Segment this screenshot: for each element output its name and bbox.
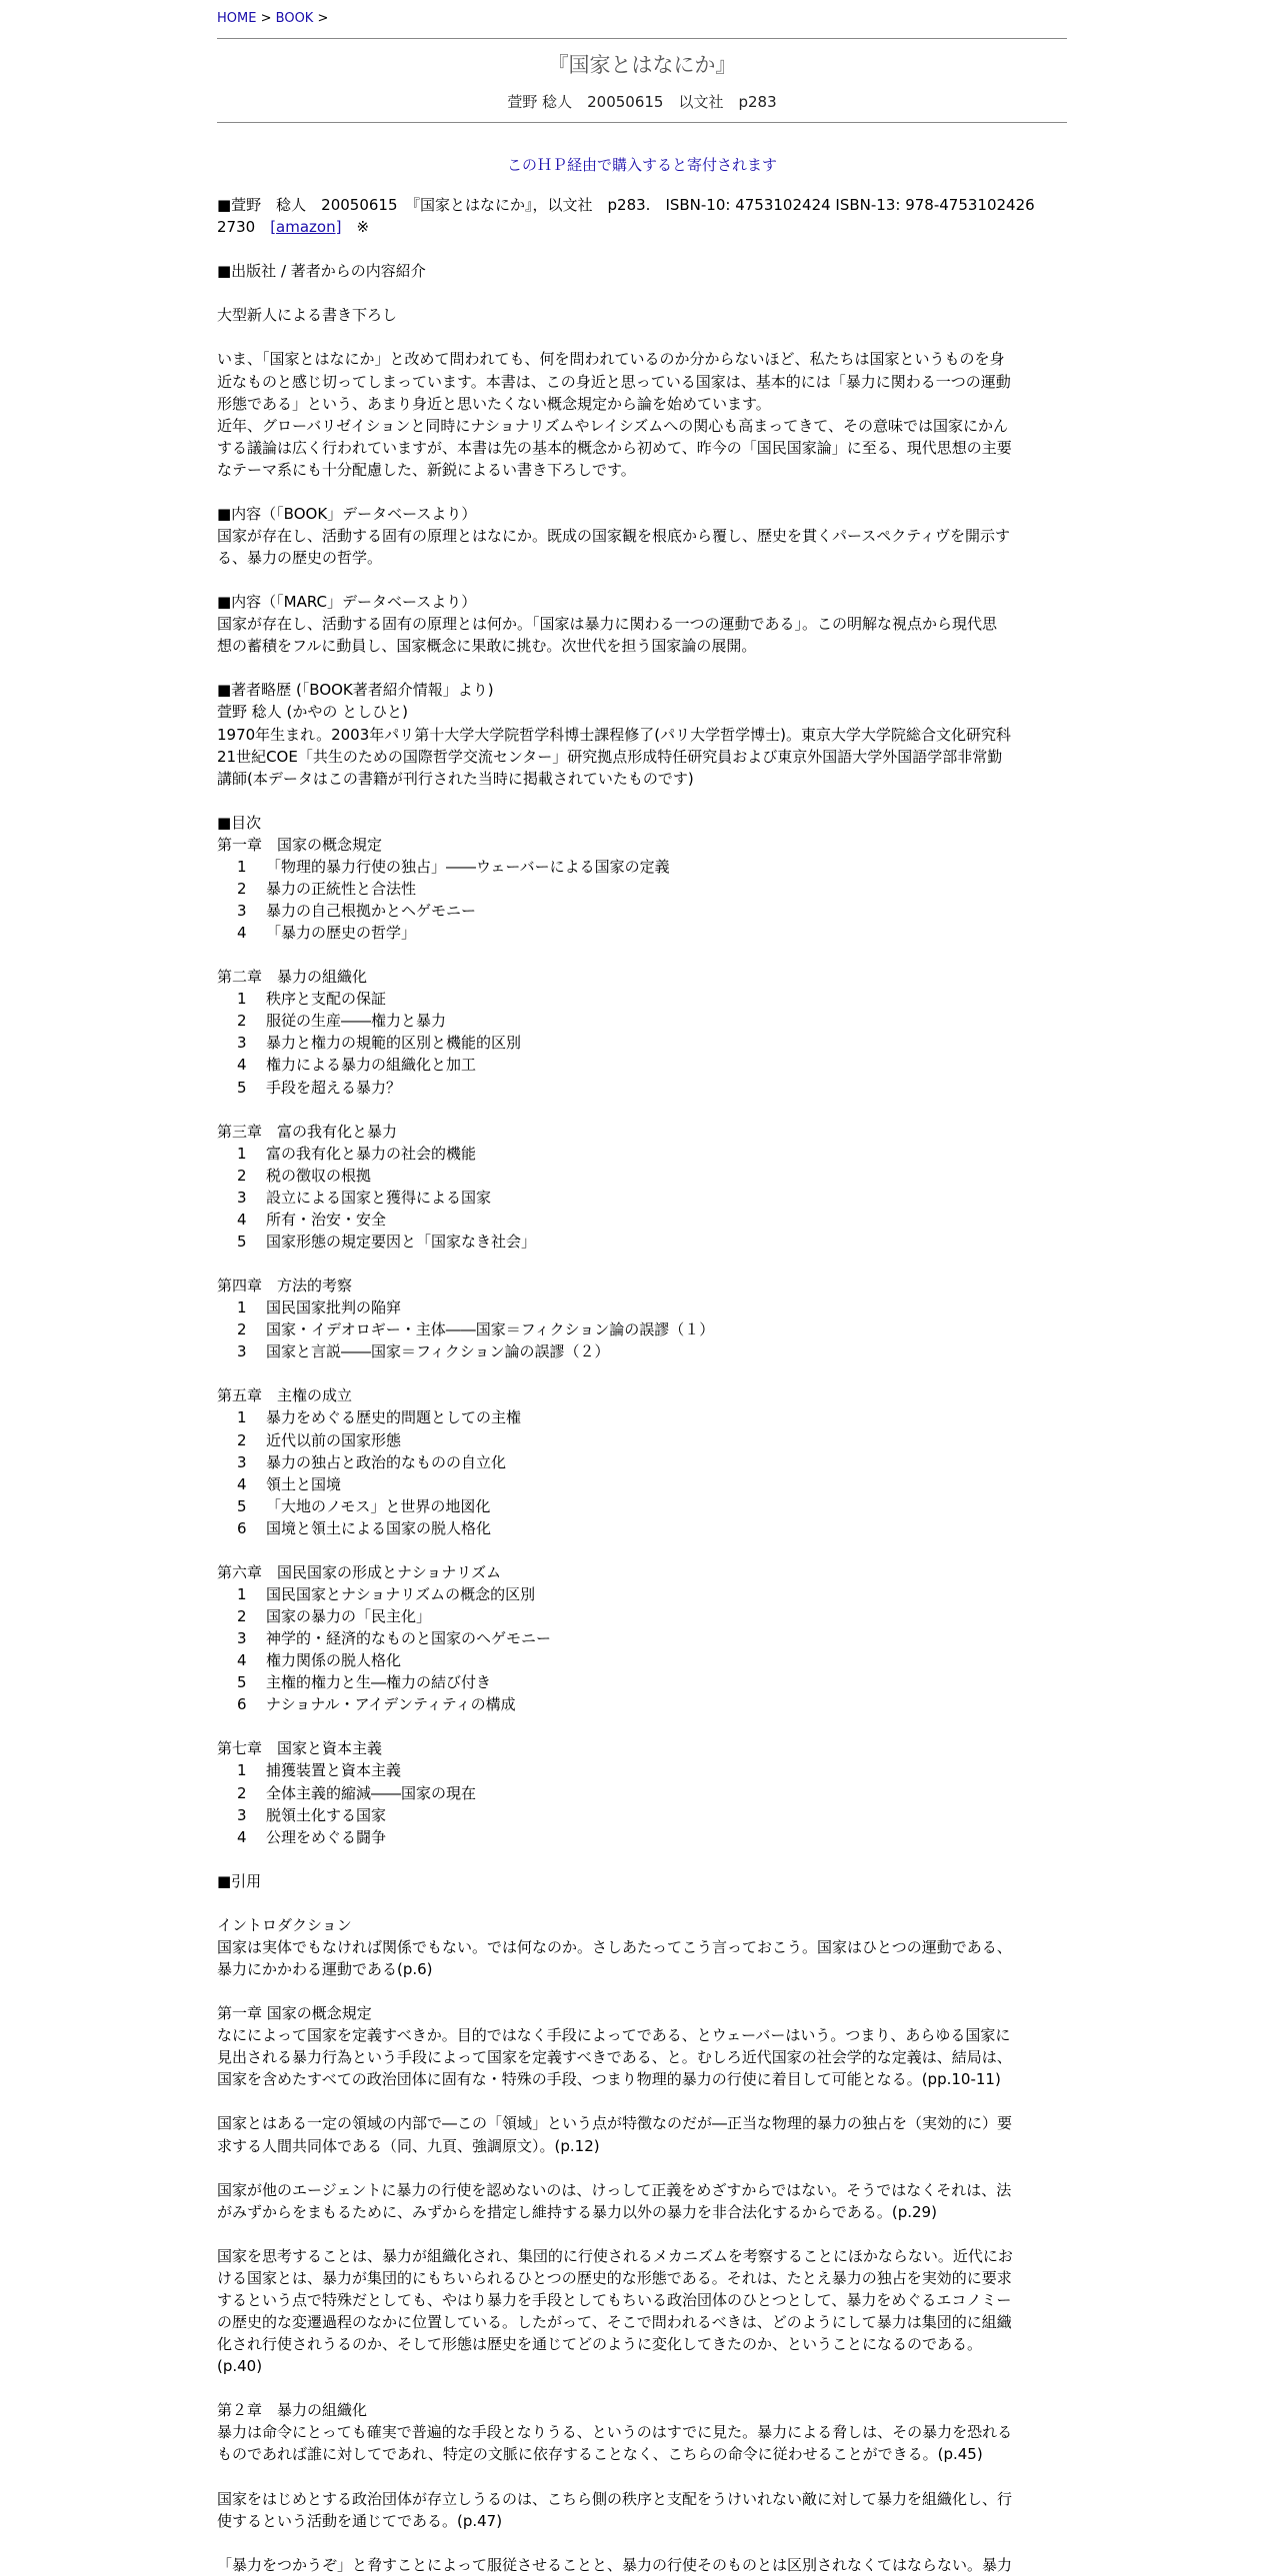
toc-item-number: 2	[237, 879, 247, 898]
toc-item	[217, 1318, 1067, 1340]
toc-item-number: 4	[237, 1056, 247, 1075]
toc-item	[217, 1782, 1067, 1804]
toc-item-number: 3	[237, 902, 247, 920]
toc-item-number: 1	[237, 1298, 247, 1317]
toc-item-title: 暴力の正統性と合法性	[266, 879, 417, 898]
quote-line: 国家が他のエージェントに暴力の行使を認めないのは、けっして正義をめざすからではない。そうではなくそれは、法	[217, 2180, 1012, 2199]
toc-chapter: 第三章 富の我有化と暴力	[217, 1122, 398, 1141]
breadcrumb-home-link[interactable]: HOME	[217, 11, 257, 26]
toc-item-number: 2	[237, 1012, 247, 1031]
bibliography-note: ※	[341, 218, 370, 237]
toc-item-number: 3	[237, 1034, 247, 1053]
toc-item-number: 1	[237, 1144, 247, 1163]
toc-item-title: 国民国家とナショナリズムの概念的区別	[266, 1584, 536, 1603]
toc-item-number: 5	[237, 1232, 247, 1251]
toc-item-number: 4	[237, 1210, 247, 1229]
toc-item-title: 権力関係の脱人格化	[266, 1651, 402, 1670]
toc-item-title: 脱領土化する国家	[266, 1805, 387, 1824]
top-divider	[217, 38, 1067, 39]
spacer	[217, 2465, 1067, 2487]
spacer	[217, 238, 1067, 260]
quote-line: 国家をはじめとする政治団体が存立しうるのは、こちら側の秩序と支配をうけいれない敵に対して暴力を組織化し、行	[217, 2489, 1013, 2508]
toc-item-number: 6	[237, 1695, 247, 1714]
spacer	[217, 944, 1067, 966]
spacer	[217, 569, 1067, 591]
header-divider	[217, 122, 1067, 123]
toc-item	[217, 1495, 1067, 1517]
quote-line: 国家は実体でもなければ関係でもない。では何なのか。さしあたってこう言っておこう。国家はひとつの運動である、	[217, 1937, 1012, 1956]
spacer	[217, 2223, 1067, 2245]
toc-chapter: 第六章 国民国家の形成とナショナリズム	[217, 1562, 502, 1581]
quote-heading: ■引用	[217, 1871, 262, 1890]
toc-item-title: 全体主義的縮減――国家の現在	[266, 1783, 477, 1802]
toc-item	[217, 900, 1067, 922]
quote-line: ものであれば誰に対してであれ、特定の文脈に依存することなく、こちらの命令に従わせることができる。(p.45)	[217, 2445, 983, 2464]
quote-line: 国家とはある一定の領域の内部で―この「領域」という点が特徴なのだが―正当な物理的暴力の独占を（実効的に）要	[217, 2114, 1013, 2133]
quote-line: 「暴力をつかうぞ」と脅すことによって服従させることと、暴力の行使そのものとは区別されなくてはならない。暴力	[217, 2555, 1013, 2574]
page-subtitle: 萱野 稔人 20050615 以文社 p283	[507, 93, 777, 111]
toc-item	[217, 1671, 1067, 1693]
toc-item-number: 3	[237, 1452, 247, 1471]
toc-item	[217, 1032, 1067, 1054]
toc-item-title: 「物理的暴力行使の独占」――ウェーバーによる国家の定義	[266, 857, 670, 876]
spacer	[217, 1892, 1067, 1914]
toc-item	[217, 1165, 1067, 1187]
toc-item-title: 所有・治安・安全	[266, 1210, 387, 1229]
toc-item-number: 4	[237, 924, 247, 943]
quote-line: なにによって国家を定義すべきか。目的ではなく手段によってである、とウェーバーはいう。つまり、あらゆる国家に	[217, 2026, 1011, 2045]
toc-item-number: 5	[237, 1078, 247, 1097]
toc-item-title: 設立による国家と獲得による国家	[266, 1188, 492, 1207]
quote-line: ける国家とは、暴力が集団的にもちいられるひとつの歴史的な形態である。それは、たとえ暴力の独占を実効的に要求	[217, 2268, 1012, 2287]
toc-item-number: 4	[237, 1474, 247, 1493]
section-heading: ■内容（「MARC」データベースより）	[217, 593, 477, 612]
toc-item-number: 2	[237, 1166, 247, 1185]
spacer	[217, 2157, 1067, 2179]
toc-item-title: 領土と国境	[266, 1474, 342, 1493]
toc-item	[217, 856, 1067, 878]
toc-item	[217, 1143, 1067, 1165]
quote-line: するという点で特殊だとしても、やはり暴力を手段としてもちいる政治団体のひとつとして、暴力をめぐるエコノミー	[217, 2290, 1012, 2309]
toc-item-title: 国家・イデオロギー・主体――国家＝フィクション論の誤謬（１）	[266, 1320, 715, 1339]
toc-item-number: 4	[237, 1651, 247, 1670]
bibliography	[217, 194, 1067, 238]
toc-item	[217, 1406, 1067, 1428]
toc-item	[217, 1010, 1067, 1032]
toc-chapter: 第七章 国家と資本主義	[217, 1739, 383, 1758]
toc-item	[217, 1759, 1067, 1781]
quote-line: がみずからをまもるために、みずからを措定し維持する暴力以外の暴力を非合法化するからである。(p.29)	[217, 2202, 937, 2221]
toc-item-title: 国家と言説――国家＝フィクション論の誤謬（２）	[266, 1342, 610, 1361]
spacer	[217, 790, 1067, 812]
paragraph-line: 国家が存在し、活動する固有の原理とはなにか。既成の国家観を根底から覆し、歴史を貫くパースペクティヴを開示す	[217, 526, 1011, 545]
bibliography-text: ■萱野 稔人 20050615 『国家とはなにか』，以文社 p283. ISBN-10: 4753102424 ISBN-13: 978-4753102426 2730	[217, 196, 1035, 237]
breadcrumb	[217, 7, 1067, 31]
amazon-link[interactable]: [amazon]	[270, 218, 342, 237]
toc-item-title: 暴力の自己根拠かとヘゲモニー	[266, 902, 477, 920]
toc-item-title: 暴力の独占と政治的なものの自立化	[266, 1452, 507, 1471]
toc-item	[217, 1187, 1067, 1209]
toc-item-title: 暴力をめぐる歴史的問題としての主権	[266, 1408, 522, 1427]
quote-line: の歴史的な変遷過程のなかに位置している。したがって、そこで問われるべきは、どのようにして暴力は集団的に組織	[217, 2313, 1012, 2331]
paragraph-line: 国家が存在し、活動する固有の原理とは何か。「国家は暴力に関わる一つの運動である」。この明解な視点から現代思	[217, 615, 998, 634]
section-heading: ■内容（「BOOK」データベースより）	[217, 504, 477, 523]
quote-line: 使するという活動を通じてである。(p.47)	[217, 2511, 503, 2530]
toc-item-number: 1	[237, 857, 247, 876]
spacer	[217, 1980, 1067, 2002]
toc-item-title: 「大地のノモス」と世界の地図化	[266, 1496, 491, 1515]
toc-item-title: 秩序と支配の保証	[266, 990, 387, 1009]
spacer	[217, 282, 1067, 304]
section-heading: ■出版社 / 著者からの内容紹介	[217, 262, 426, 281]
paragraph-line: 講師(本データはこの書籍が刊行された当時に掲載されていたものです)	[217, 769, 694, 788]
toc-chapter: 第五章 主権の成立	[217, 1386, 353, 1405]
toc-item-title: 手段を超える暴力？	[266, 1078, 402, 1097]
toc-item	[217, 1296, 1067, 1318]
spacer	[217, 2090, 1067, 2112]
page-title: 『国家とはなにか』	[547, 53, 737, 77]
toc-item	[217, 1517, 1067, 1539]
spacer	[217, 2377, 1067, 2399]
breadcrumb-separator: >	[260, 11, 272, 26]
spacer	[217, 1715, 1067, 1737]
toc-item-title: 神学的・経済的なものと国家のヘゲモニー	[266, 1629, 552, 1648]
paragraph-line: 近なものと感じ切ってしまっています。本書は、この身近と思っている国家は、基本的には「暴力に関わる一つの運動	[217, 372, 1011, 391]
spacer	[217, 657, 1067, 679]
quote-line: イントロダクション	[217, 1915, 352, 1934]
toc-item-title: 国家の暴力の「民主化」	[266, 1607, 432, 1625]
toc-item-number: 5	[237, 1496, 247, 1515]
toc-item-number: 1	[237, 990, 247, 1009]
toc-item-number: 2	[237, 1320, 247, 1339]
paragraph-line: 萱野 稔人 (かやの としひと)	[217, 703, 409, 722]
breadcrumb-separator: >	[317, 11, 329, 26]
donation-link[interactable]: このＨＰ経由で購入すると寄付されます	[506, 156, 777, 174]
toc-item-title: 近代以前の国家形態	[266, 1430, 402, 1449]
toc-item	[217, 1583, 1067, 1605]
paragraph-line: 形態である」という、あまり身近と思いたくない概念規定から論を始めています。	[217, 394, 771, 413]
toc-item-number: 1	[237, 1584, 247, 1603]
quote-line: 第一章 国家の概念規定	[217, 2004, 372, 2023]
toc-item-title: 暴力と権力の規範的区別と機能的区別	[266, 1034, 522, 1053]
toc-item	[217, 922, 1067, 944]
toc-item	[217, 1209, 1067, 1231]
toc-chapter: 第二章 暴力の組織化	[217, 968, 368, 987]
quote-line: 第２章 暴力の組織化	[217, 2401, 368, 2420]
toc-item	[217, 1231, 1067, 1253]
spacer	[217, 1539, 1067, 1561]
toc-item-number: 3	[237, 1188, 247, 1207]
toc-item	[217, 1605, 1067, 1627]
toc-item	[217, 1649, 1067, 1671]
toc-item-title: 捕獲装置と資本主義	[266, 1761, 402, 1780]
toc-item-number: 1	[237, 1761, 247, 1780]
spacer	[217, 1253, 1067, 1275]
toc-item	[217, 1804, 1067, 1826]
toc-item-title: 主権的権力と生―権力の結び付き	[266, 1673, 492, 1692]
paragraph-line: る、暴力の歴史の哲学。	[217, 549, 383, 567]
toc-item	[217, 1473, 1067, 1495]
toc-item-title: 権力による暴力の組織化と加工	[266, 1056, 477, 1075]
quote-line: 国家を含めたすべての政治団体に固有な・特殊の手段、つまり物理的暴力の行使に着目して可能となる。(pp.10-11)	[217, 2070, 1001, 2089]
quote-line: 暴力にかかわる運動である(p.6)	[217, 1960, 433, 1978]
toc-item-title: 服従の生産――権力と暴力	[266, 1012, 447, 1031]
toc-item-number: 2	[237, 1607, 247, 1625]
toc-item-title: 公理をめぐる闘争	[266, 1827, 387, 1846]
quote-line: 化され行使されうるのか、そして形態は歴史を通じてどのように変化してきたのか、ということになるのである。	[217, 2335, 983, 2354]
toc-item	[217, 1451, 1067, 1473]
toc-item-number: 1	[237, 1408, 247, 1427]
toc-item	[217, 1826, 1067, 1848]
toc-item-number: 2	[237, 1430, 247, 1449]
toc-item-number: 4	[237, 1827, 247, 1846]
toc-item-number: 6	[237, 1518, 247, 1537]
toc-item	[217, 878, 1067, 900]
breadcrumb-book-link[interactable]: BOOK	[275, 11, 314, 26]
spacer	[217, 1099, 1067, 1121]
toc-chapter: 第四章 方法的考察	[217, 1277, 353, 1295]
toc-item-number: 3	[237, 1805, 247, 1824]
toc-item-title: 国境と領土による国家の脱人格化	[266, 1518, 492, 1537]
toc-item-number: 3	[237, 1342, 247, 1361]
toc-item-title: 税の徴収の根拠	[266, 1166, 372, 1185]
quote-line: 国家を思考することは、暴力が組織化され、集団的に行使されるメカニズムを考察することにほかならない。近代にお	[217, 2246, 1013, 2265]
toc-item	[217, 1429, 1067, 1451]
toc-item-title: 「暴力の歴史の哲学」	[266, 924, 417, 943]
section-heading: ■著者略歴 (「BOOK著者紹介情報」より)	[217, 681, 494, 700]
paragraph-line: 21世紀COE「共生のための国際哲学交流センター」研究拠点形成特任研究員および東京外国語大学外国語学部非常勤	[217, 747, 1003, 766]
paragraph-line: なテーマ系にも十分配慮した、新鋭によるい書き下ろしです。	[217, 460, 636, 479]
spacer	[217, 1848, 1067, 1870]
paragraph-line: いま、「国家とはなにか」と改めて問われても、何を問われているのか分からないほど、私たちは国家というものを身	[217, 350, 1005, 369]
toc-item-title: 富の我有化と暴力の社会的機能	[266, 1144, 477, 1163]
paragraph-line: 大型新人による書き下ろし	[217, 306, 398, 325]
quote-line: 暴力は命令にとっても確実で普遍的な手段となりうる、というのはすでに見た。暴力による脅しは、その暴力を恐れる	[217, 2423, 1013, 2442]
spacer	[217, 326, 1067, 348]
toc-item	[217, 1627, 1067, 1649]
toc-item	[217, 988, 1067, 1010]
toc-item	[217, 1340, 1067, 1362]
quote-line: 求する人間共同体である（同、九頁、強調原文）。(p.12)	[217, 2136, 600, 2155]
toc-item-title: ナショナル・アイデンティティの構成	[266, 1695, 516, 1714]
toc-item-number: 5	[237, 1673, 247, 1692]
paragraph-line: する議論は広く行われていますが、本書は先の基本的概念から初めて、昨今の「国民国家論」に至る、現代思想の主要	[217, 438, 1012, 457]
spacer	[217, 2532, 1067, 2554]
paragraph-line: 想の蓄積をフルに動員し、国家概念に果敢に挑む。次世代を担う国家論の展開。	[217, 637, 757, 656]
spacer	[217, 1362, 1067, 1384]
quote-line: 見出される暴力行為という手段によって国家を定義すべきである、と。むしろ近代国家の社会学的な定義は、結局は、	[217, 2048, 1012, 2067]
spacer	[217, 481, 1067, 503]
toc-item-title: 国民国家批判の陥穽	[266, 1298, 402, 1317]
toc-heading: ■目次	[217, 813, 262, 832]
toc-item	[217, 1693, 1067, 1715]
toc-item	[217, 1054, 1067, 1076]
toc-item-title: 国家形態の規定要因と「国家なき社会」	[266, 1232, 537, 1251]
article-body	[217, 194, 1067, 2576]
quote-line: (p.40)	[217, 2357, 263, 2376]
toc-item-number: 3	[237, 1629, 247, 1648]
paragraph-line: 1970年生まれ。2003年パリ第十大学大学院哲学科博士課程修了(パリ大学哲学博士)。東京大学大学院総合文化研究科	[217, 725, 1011, 744]
toc-chapter: 第一章 国家の概念規定	[217, 835, 383, 854]
toc-item	[217, 1077, 1067, 1099]
toc-item-number: 2	[237, 1783, 247, 1802]
paragraph-line: 近年、グローバリゼイションと同時にナショナリズムやレイシズムへの関心も高まってきて、その意味では国家にかん	[217, 416, 1008, 435]
